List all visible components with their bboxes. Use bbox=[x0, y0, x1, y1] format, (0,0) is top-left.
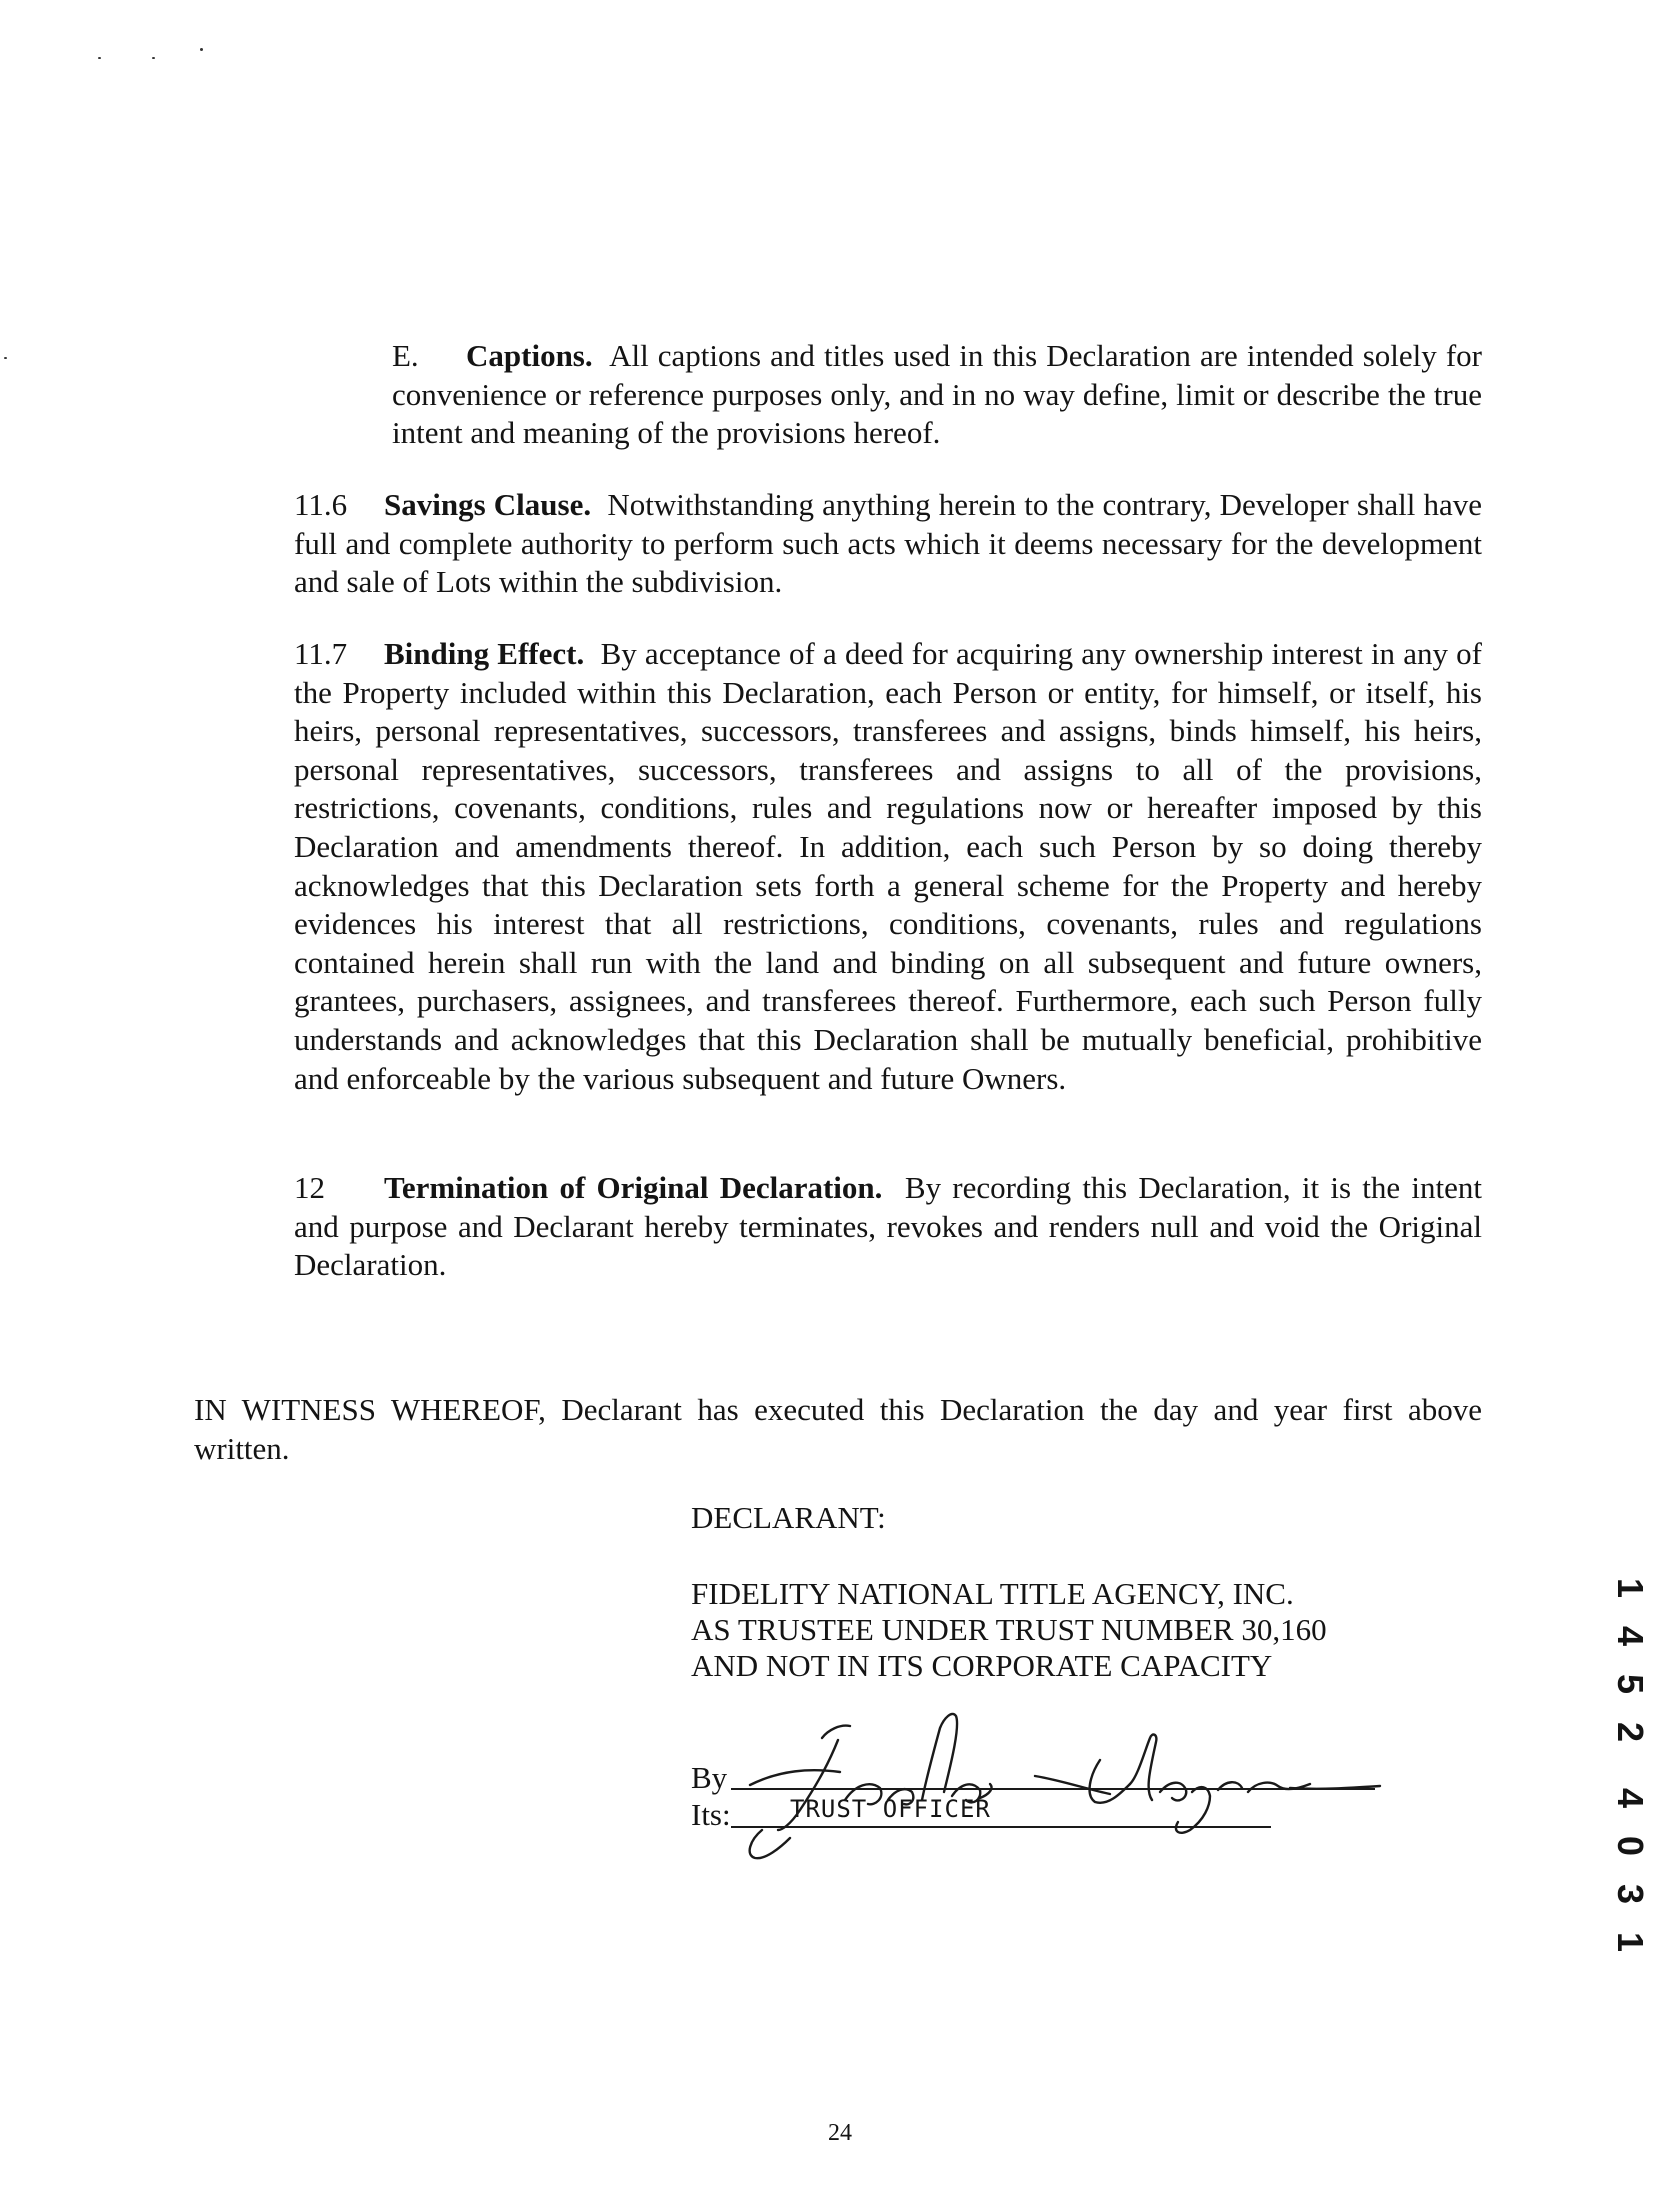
scan-speck bbox=[152, 57, 155, 59]
stamp-digit: 5 bbox=[1610, 1673, 1651, 1695]
section-body: By acceptance of a deed for acquiring any ownership interest in any of the Property included within this Declaration, each Person or entity, for himself, or itself, his heirs, personal representatives, successors, transferees and assigns, binds himself, his heirs, personal representatives, successors, transferees and assigns to all of the provisions, restrictions, covenants, conditions, rules and regulations now or hereafter imposed by this Declaration and amendments thereof. In addition, each such Person by so doing thereby acknowledges that this Declaration sets forth a general scheme for the Property and hereby evidences his interest that all restrictions, conditions, covenants, rules and regulations contained herein shall run with the land and binding on all subsequent and future owners, grantees, purchasers, assignees, and transferees thereof. Furthermore, each such Person fully understands and acknowledges that this Declaration shall be mutually beneficial, prohibitive and enforceable by the various subsequent and future Owners. bbox=[294, 636, 1482, 1096]
section-savings-clause bbox=[294, 486, 1482, 602]
by-label: By bbox=[691, 1760, 728, 1795]
stamp-digit: 1 bbox=[1610, 1577, 1651, 1599]
its-label: Its: bbox=[691, 1797, 731, 1832]
section-body: Notwithstanding anything herein to the contrary, Developer shall have full and complete authority to perform such acts which it deems necessary for the development and sale of Lots within the subdivision. bbox=[294, 487, 1482, 600]
section-termination bbox=[294, 1169, 1482, 1285]
company-line: FIDELITY NATIONAL TITLE AGENCY, INC. bbox=[691, 1576, 1294, 1611]
stamp-digit: 2 bbox=[1610, 1721, 1651, 1743]
scan-speck bbox=[200, 48, 203, 51]
section-heading: Binding Effect. bbox=[384, 636, 585, 671]
stamp-digit: 4 bbox=[1610, 1625, 1651, 1647]
section-number: 11.7 bbox=[294, 636, 348, 671]
section-binding-effect bbox=[294, 635, 1482, 1098]
section-heading: Captions. bbox=[466, 338, 593, 373]
section-body: All captions and titles used in this Declaration are intended solely for convenience or reference purposes only, and in no way define, limit or describe the true intent and meaning of the provisions hereof. bbox=[392, 338, 1482, 451]
section-heading: Termination of Original Declaration. bbox=[384, 1170, 883, 1205]
section-number: 12 bbox=[294, 1170, 325, 1205]
page-number: 24 bbox=[828, 2120, 852, 2146]
signer-title: TRUST OFFICER bbox=[790, 1795, 991, 1823]
recording-stamp bbox=[1600, 1570, 1660, 1980]
section-number: E. bbox=[392, 338, 419, 373]
stamp-digit: 1 bbox=[1610, 1931, 1651, 1953]
section-body: By recording this Declaration, it is the intent and purpose and Declarant hereby terminates, revokes and renders null and void the Original Declaration. bbox=[294, 1170, 1483, 1283]
company-line: AS TRUSTEE UNDER TRUST NUMBER 30,160 bbox=[691, 1612, 1327, 1647]
section-heading: Savings Clause. bbox=[384, 487, 592, 522]
stamp-digit: 3 bbox=[1610, 1883, 1651, 1905]
scan-speck bbox=[98, 57, 101, 59]
scan-speck bbox=[4, 357, 7, 359]
company-line: AND NOT IN ITS CORPORATE CAPACITY bbox=[691, 1648, 1273, 1683]
section-captions bbox=[392, 337, 1482, 453]
section-number: 11.6 bbox=[294, 487, 348, 522]
witness-clause: IN WITNESS WHEREOF, Declarant has executed this Declaration the day and year first above written. bbox=[194, 1392, 1482, 1466]
declarant-label: DECLARANT: bbox=[691, 1500, 886, 1535]
stamp-digit: 0 bbox=[1610, 1835, 1651, 1857]
stamp-digit: 4 bbox=[1610, 1787, 1651, 1809]
handwritten-signature bbox=[690, 1680, 1410, 1860]
